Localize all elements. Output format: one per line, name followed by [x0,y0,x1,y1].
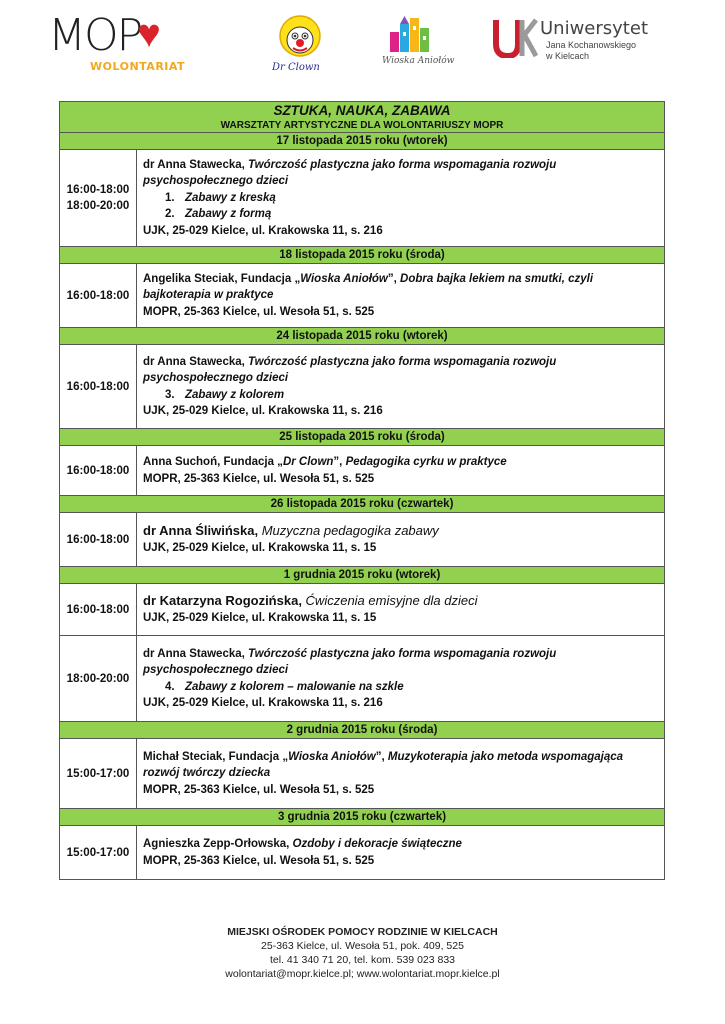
time-cell [60,584,137,636]
session-topic: Ćwiczenia emisyjne dla dzieci [305,593,478,608]
session-row [60,826,665,880]
time-range: 15:00-17:00 [66,846,130,859]
mopr-logo-subtitle: WOLONTARIAT [90,60,186,73]
date-cell: 17 listopada 2015 roku (wtorek) [60,133,665,150]
session-row [60,584,665,636]
time-range: 16:00-18:00 [66,380,130,393]
organization-name: Dr Clown [282,456,334,468]
date-row [60,496,665,513]
schedule-table [59,101,665,880]
time-cell [60,636,137,722]
session-place: MOPR, 25-363 Kielce, ul. Wesoła 51, s. 525 [143,854,375,867]
dr-clown-logo [268,12,332,76]
session-description [137,150,665,247]
speaker-name: dr Anna Stawecka, [143,158,249,171]
ujk-logo [492,18,652,70]
time-range: 15:00-17:00 [66,767,130,780]
date-row [60,328,665,345]
speaker-name: Anna Suchoń, Fundacja „ [143,456,283,468]
time-range: 16:00-18:00 [66,464,130,477]
session-row [60,739,665,809]
session-place: MOPR, 25-363 Kielce, ul. Wesoła 51, s. 525 [143,783,375,796]
ujk-subtitle-line: w Kielcach [546,51,590,61]
footer [0,925,725,981]
organization-name: Wioska Aniołów [300,272,388,285]
time-cell [60,264,137,328]
time-range: 18:00-20:00 [66,672,130,685]
date-cell: 24 listopada 2015 roku (wtorek) [60,328,665,345]
item-text: Zabawy z formą [185,208,272,221]
date-row [60,722,665,739]
time-cell [60,826,137,880]
date-row [60,567,665,584]
speaker-name: Michał Steciak, Fundacja „ [143,750,289,763]
footer-title: MIEJSKI OŚRODEK POMOCY RODZINIE W KIELCACH [227,926,498,938]
date-row [60,429,665,446]
item-number: 3. [165,388,175,401]
session-topic: Pedagogika cyrku w praktyce [345,456,507,468]
speaker-line [143,593,658,610]
topic-item [143,190,658,207]
speaker-name: dr Anna Śliwińska, [143,523,262,538]
village-houses-icon [380,14,440,58]
speaker-line [143,836,658,853]
date-row [60,809,665,826]
speaker-line [143,523,658,540]
wioska-aniolow-logo [380,14,456,74]
schedule-title: SZTUKA, NAUKA, ZABAWA [273,103,451,118]
time-range: 18:00-20:00 [66,200,130,212]
session-description [137,826,665,880]
session-topic: Dobra bajka lekiem na smutki, czyli bajkoterapia w praktyce [143,272,594,302]
topic-item [143,679,658,696]
date-cell: 25 listopada 2015 roku (środa) [60,429,665,446]
time-range: 16:00-18:00 [66,289,130,302]
speaker-name: dr Anna Stawecka, [143,647,249,660]
time-cell [60,150,137,247]
speaker-line [143,646,658,679]
item-text: Zabawy z kreską [185,191,276,204]
mopr-logo [48,10,208,76]
time-range: 16:00-18:00 [66,603,130,616]
item-number: 4. [165,680,175,693]
time-cell [60,446,137,496]
session-place: UJK, 25-029 Kielce, ul. Krakowska 11, s. 216 [143,224,383,237]
date-cell: 2 grudnia 2015 roku (środa) [60,722,665,739]
time-range: 16:00-18:00 [66,184,130,196]
topic-item [143,206,658,223]
session-description [137,513,665,567]
item-number: 2. [165,208,175,221]
quote-close: ”, [387,272,401,285]
session-description [137,584,665,636]
schedule-subtitle: WARSZTATY ARTYSTYCZNE DLA WOLONTARIUSZY MOPR [220,120,504,131]
speaker-name: Agnieszka Zepp-Orłowska, [143,838,293,850]
quote-close: ”, [375,750,388,763]
header-cell [60,102,665,133]
session-row [60,345,665,429]
session-description [137,264,665,328]
ujk-logo-subtitle [546,40,636,62]
date-row [60,133,665,150]
time-cell [60,345,137,429]
item-text: Zabawy z kolorem [185,388,285,401]
clown-face-icon [268,12,332,64]
speaker-line [143,749,658,782]
footer-address: 25-363 Kielce, ul. Wesoła 51, pok. 409, 525 [261,940,464,952]
item-text: Zabawy z kolorem – malowanie na szkle [185,680,404,693]
speaker-name: Angelika Steciak, Fundacja „ [143,272,301,285]
logo-bar [0,0,725,90]
quote-close: ”, [333,456,346,468]
session-place: UJK, 25-029 Kielce, ul. Krakowska 11, s. 15 [143,611,377,624]
date-cell: 1 grudnia 2015 roku (wtorek) [60,567,665,584]
speaker-name: dr Katarzyna Rogozińska, [143,593,306,608]
session-topic: Twórczość plastyczna jako forma wspomagania rozwoju psychospołecznego dzieci [143,647,557,676]
date-cell: 3 grudnia 2015 roku (czwartek) [60,809,665,826]
session-description [137,739,665,809]
item-number: 1. [165,191,175,204]
time-cell [60,513,137,567]
session-description [137,636,665,722]
wioska-caption: Wioska Aniołów [382,56,455,66]
header-row [60,102,665,133]
session-place: MOPR, 25-363 Kielce, ul. Wesoła 51, s. 525 [143,305,375,318]
ujk-emblem-icon [492,18,538,58]
session-topic: Muzykoterapia jako metoda wspomagająca rozwój twórczy dziecka [143,750,624,780]
topic-item [143,387,658,404]
session-row [60,446,665,496]
session-topic: Ozdoby i dekoracje świąteczne [292,838,462,850]
session-row [60,636,665,722]
mopr-logo-text: MOP [48,10,142,61]
session-place: MOPR, 25-363 Kielce, ul. Wesoła 51, s. 525 [143,472,375,485]
dr-clown-caption: Dr Clown [272,62,320,73]
ujk-subtitle-line: Jana Kochanowskiego [546,40,637,50]
session-topic: Twórczość plastyczna jako forma wspomagania rozwoju psychospołecznego dzieci [143,355,557,384]
session-row [60,513,665,567]
date-row [60,247,665,264]
session-description [137,345,665,429]
session-place: UJK, 25-029 Kielce, ul. Krakowska 11, s. 15 [143,541,377,554]
speaker-line [143,271,658,304]
session-place: UJK, 25-029 Kielce, ul. Krakowska 11, s. 216 [143,405,383,417]
footer-web: wolontariat@mopr.kielce.pl; www.wolontariat.mopr.kielce.pl [225,968,500,980]
time-cell [60,739,137,809]
heart-icon: ♥ [137,12,161,56]
organization-name: Wioska Aniołów [288,750,376,763]
date-cell: 26 listopada 2015 roku (czwartek) [60,496,665,513]
speaker-line [143,157,658,190]
session-topic: Muzyczna pedagogika zabawy [261,523,439,538]
session-place: UJK, 25-029 Kielce, ul. Krakowska 11, s. 216 [143,697,383,709]
speaker-line [143,454,658,471]
date-cell: 18 listopada 2015 roku (środa) [60,247,665,264]
speaker-line [143,354,658,387]
session-row [60,150,665,247]
session-description [137,446,665,496]
footer-phone: tel. 41 340 71 20, tel. kom. 539 023 833 [269,954,456,966]
speaker-name: dr Anna Stawecka, [143,355,249,368]
session-topic: Twórczość plastyczna jako forma wspomagania rozwoju psychospołecznego dzieci [143,158,557,188]
session-row [60,264,665,328]
ujk-logo-title: Uniwersytet [540,18,648,39]
time-range: 16:00-18:00 [66,533,130,546]
